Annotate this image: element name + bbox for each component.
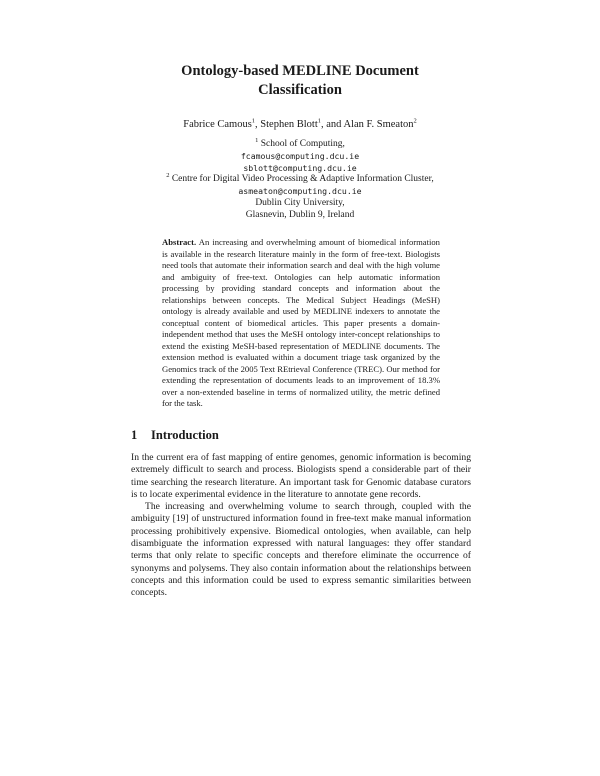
abstract-label: Abstract.	[162, 237, 197, 247]
author-name: Stephen Blott	[260, 119, 318, 130]
paper-title-line-2: Classification	[258, 82, 342, 98]
author-separator: , and	[321, 119, 344, 130]
abstract	[162, 237, 440, 410]
affiliation-mark: 2	[166, 172, 170, 180]
affiliation-text: School of Computing,	[260, 139, 345, 149]
affiliation-mark: 1	[255, 136, 259, 144]
paragraph: In the current era of fast mapping of entire genomes, genomic information is becoming extremely difficult to search and process. Biologists spend a considerable part of their time searching the research literature. An important task for Genomic database curators is to locate experimental evidence in the literature to annotate gene records.	[131, 452, 471, 500]
affiliation-text: Centre for Digital Video Processing & Adaptive Information Cluster,	[171, 174, 434, 185]
email-asmeaton: asmeaton@computing.dcu.ie	[238, 186, 362, 197]
author-affiliation-mark: 1	[317, 117, 321, 125]
affiliations-block	[100, 136, 500, 222]
paragraph: The increasing and overwhelming volume to search through, coupled with the ambiguity [19] of unstructured information found in free-text make manual information processing prohibitively expensive. Biomedical ontologies, when available, can help disambiguate the information expressed with natural languages: they offer standard terms that only relate to specific concepts and therefore eliminate the occurrence of synonyms and polysems. They also contain information about the relationships between concepts and this information could be used to express semantic similarities between concepts.	[131, 501, 471, 599]
author-name: Alan F. Smeaton	[343, 119, 414, 130]
abstract-text: An increasing and overwhelming amount of biomedical information is available in the research literature mainly in the form of free-text. Biologists need tools that automate their information search and deal with the high volume and ambiguity of free-text. Ontologies can help automatic information processing by providing standard concepts and information about the relationships between concepts. The Medical Subject Headings (MeSH) ontology is already available and used by MEDLINE indexers to annotate the conceptual content of biomedical articles. This paper presents a domain-independent method that uses the MeSH ontology inter-concept relationships to extend the existing MeSH-based representation of MEDLINE documents. The extension method is evaluated within a document triage task organized by the Genomics track of the 2005 Text REtrieval Conference (TREC). Our method for extending the representation of documents leads to an improvement of 18.3% over a non-extended baseline in terms of normalized utility, the metric defined for the task.	[162, 237, 440, 408]
section-number: 1	[131, 428, 138, 442]
affiliation-1-name	[100, 136, 500, 151]
email-sblott: sblott@computing.dcu.ie	[243, 162, 357, 173]
author-affiliation-mark: 1	[251, 117, 256, 125]
university-name: Dublin City University,	[255, 197, 345, 208]
author-separator: ,	[255, 119, 261, 130]
paper-title	[130, 62, 470, 100]
author-affiliation-mark: 2	[413, 117, 417, 125]
author-name: Fabrice Camous	[183, 119, 252, 130]
author-list	[100, 118, 500, 131]
paper-title-line-1: Ontology-based MEDLINE Document	[181, 63, 419, 79]
email-fcamous: fcamous@computing.dcu.ie	[240, 150, 360, 161]
section-body	[131, 452, 471, 600]
university-address: Glasnevin, Dublin 9, Ireland	[245, 209, 355, 220]
section-heading	[131, 428, 219, 443]
affiliation-2-name	[100, 174, 500, 186]
section-title: Introduction	[151, 428, 219, 442]
